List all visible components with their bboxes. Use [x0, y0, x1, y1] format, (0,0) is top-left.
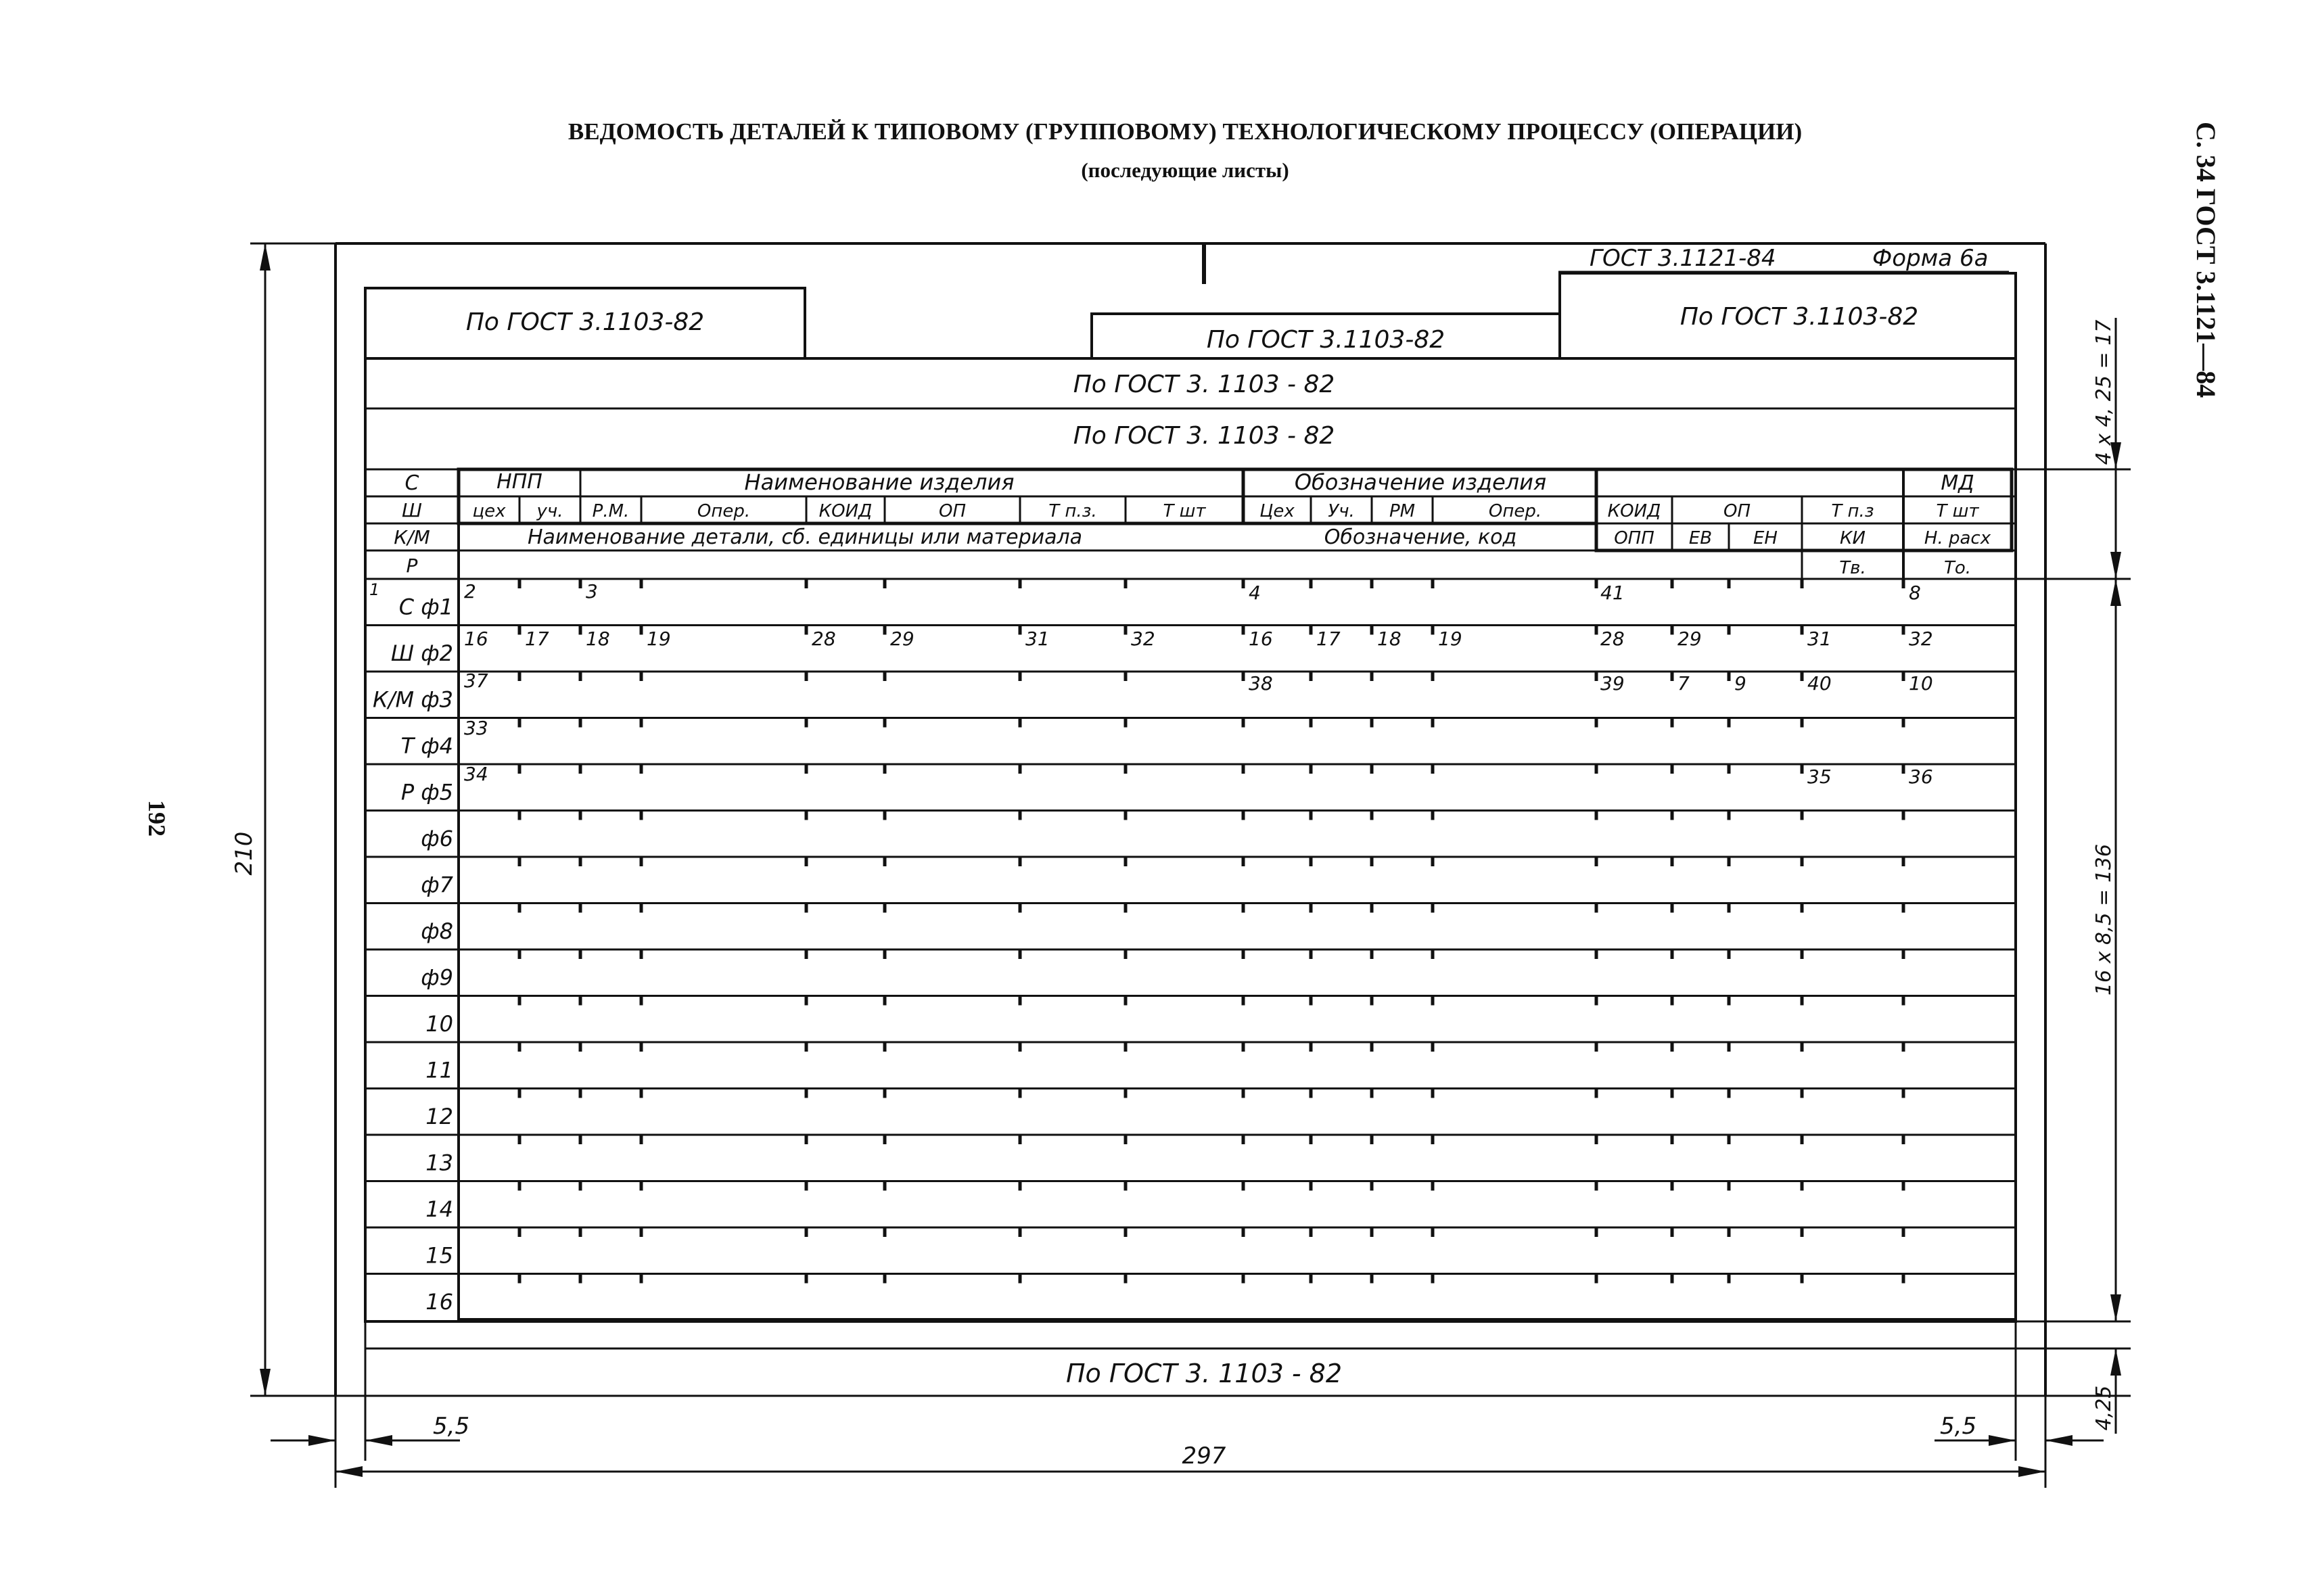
- field-num: 16: [464, 628, 488, 650]
- arrow-up-icon: [2110, 1348, 2121, 1376]
- row-label: К/М ф3: [373, 686, 453, 713]
- row-label: 16: [425, 1289, 453, 1315]
- field-num: 41: [1600, 582, 1625, 604]
- hdr-tsht-2: Т шт: [1936, 501, 1979, 521]
- field-num: 31: [1025, 628, 1050, 650]
- arrow-up-icon: [2110, 579, 2121, 606]
- field-num: 17: [1316, 628, 1341, 650]
- dimension-width: [271, 1396, 2104, 1488]
- field-num: 37: [464, 670, 488, 692]
- arrow-left-icon: [365, 1435, 392, 1446]
- field-num: 33: [464, 717, 488, 739]
- hdr-tseh-2: Цех: [1259, 501, 1295, 521]
- ref-row-1: По ГОСТ 3. 1103 - 82: [1073, 371, 1335, 398]
- hdr-tsht: Т шт: [1163, 501, 1206, 521]
- margin-right-value: 5,5: [1940, 1413, 1977, 1440]
- hdr-opp: ОПП: [1614, 528, 1654, 548]
- page-title: ВЕДОМОСТЬ ДЕТАЛЕЙ К ТИПОВОМУ (ГРУППОВОМУ) ТЕХНОЛОГИЧЕСКОМУ ПРОЦЕССУ (ОПЕРАЦИИ): [568, 118, 1803, 145]
- hdr-npp: НПП: [496, 470, 542, 494]
- hdr-n-rash: Н. расх: [1924, 528, 1991, 548]
- field-num: 35: [1807, 766, 1832, 788]
- row-label: С ф1: [398, 594, 453, 620]
- row-label: 13: [425, 1150, 453, 1176]
- field-num: 17: [525, 628, 549, 650]
- row-label: 15: [425, 1242, 453, 1269]
- hdr-rm: Р.М.: [592, 501, 630, 521]
- hdr-en: ЕН: [1753, 528, 1778, 548]
- hdr-tpz-2: Т п.з: [1831, 501, 1874, 521]
- arrow-down-icon: [2110, 552, 2121, 579]
- arrow-left-icon: [335, 1466, 363, 1477]
- hdr-product-designation: Обозначение изделия: [1294, 469, 1547, 495]
- field-num: 18: [586, 628, 610, 650]
- hdr-ev: ЕВ: [1688, 528, 1713, 548]
- margin-left-value: 5,5: [433, 1413, 470, 1440]
- field-numbers: [464, 580, 1933, 788]
- hdr-op: ОП: [938, 501, 967, 521]
- field-num: 32: [1909, 628, 1933, 650]
- arrow-down-icon: [2110, 1294, 2121, 1321]
- hdr-ki: КИ: [1840, 528, 1866, 548]
- form-standard: ГОСТ 3.1121-84: [1590, 245, 1776, 272]
- arrow-right-icon: [308, 1435, 335, 1446]
- hdr-sh: Ш: [402, 499, 422, 521]
- hdr-oper: Опер.: [697, 501, 751, 521]
- row-label: 10: [425, 1011, 453, 1037]
- row-label: 14: [425, 1196, 453, 1222]
- row-label: ф8: [421, 918, 453, 944]
- width-value: 297: [1182, 1442, 1226, 1470]
- row-label: Р ф5: [400, 779, 453, 805]
- footer-ref: По ГОСТ 3. 1103 - 82: [1065, 1359, 1343, 1388]
- field-num: 18: [1377, 628, 1402, 650]
- arrow-down-icon: [260, 1369, 271, 1396]
- hdr-op-2: ОП: [1723, 501, 1751, 521]
- stamp-right-text: По ГОСТ 3.1103-82: [1680, 303, 1919, 331]
- row-label: Ш ф2: [390, 640, 453, 666]
- hdr-uch-2: Уч.: [1328, 501, 1355, 521]
- field-num: 28: [812, 628, 836, 650]
- hdr-oper-2: Опер.: [1488, 501, 1542, 521]
- stamp-left-text: По ГОСТ 3.1103-82: [465, 308, 705, 336]
- row-label: ф6: [421, 826, 453, 851]
- field-num: 40: [1807, 672, 1832, 695]
- dimension-height: [231, 243, 335, 1396]
- table-body: [365, 579, 2016, 1320]
- ref-row-2: По ГОСТ 3. 1103 - 82: [1073, 422, 1335, 450]
- header-rows-value: 4 х 4, 25 = 17: [2092, 319, 2116, 465]
- hdr-rm-2: РМ: [1389, 501, 1416, 521]
- field-num: 19: [647, 628, 671, 650]
- field-num: 29: [890, 628, 914, 650]
- field-num: 4: [1249, 582, 1261, 604]
- arrow-right-icon: [2018, 1466, 2045, 1477]
- row-label: 12: [425, 1104, 453, 1129]
- field-num: 10: [1909, 672, 1933, 695]
- page-subtitle: (последующие листы): [1081, 158, 1289, 182]
- field-num: 3: [586, 580, 598, 603]
- hdr-koid: КОИД: [818, 501, 873, 521]
- hdr-uch: уч.: [536, 501, 563, 521]
- hdr-c: С: [404, 471, 419, 495]
- field-num: 39: [1600, 672, 1625, 695]
- field-num: 9: [1734, 672, 1746, 695]
- hdr-to: То.: [1943, 558, 1972, 578]
- hdr-md: МД: [1941, 471, 1974, 495]
- row-number: 1: [369, 580, 380, 599]
- row-label: ф9: [421, 964, 453, 991]
- hdr-km: К/М: [394, 526, 430, 548]
- hdr-product-name: Наименование изделия: [744, 469, 1015, 495]
- hdr-code: Обозначение, код: [1324, 525, 1517, 549]
- side-header: С. 34 ГОСТ 3.1121—84: [2191, 122, 2221, 398]
- table-header: [365, 469, 2016, 1321]
- field-num: 16: [1249, 628, 1273, 650]
- arrow-right-icon: [1989, 1435, 2016, 1446]
- hdr-tseh: цех: [472, 501, 506, 521]
- hdr-koid-2: КОИД: [1607, 501, 1661, 521]
- arrow-up-icon: [260, 243, 271, 271]
- row-label: 11: [425, 1057, 453, 1083]
- field-num: 38: [1249, 672, 1273, 695]
- field-num: 7: [1677, 672, 1690, 695]
- field-num: 2: [464, 580, 476, 603]
- dimension-right-side: [2016, 318, 2131, 1434]
- hdr-tpz: Т п.з.: [1048, 501, 1097, 521]
- page-number: 192: [143, 800, 170, 837]
- arrow-left-icon: [2045, 1435, 2072, 1446]
- hdr-detail-name: Наименование детали, сб. единицы или материала: [527, 525, 1083, 549]
- field-num: 19: [1438, 628, 1462, 650]
- row-label: ф7: [421, 872, 453, 898]
- field-num: 31: [1807, 628, 1832, 650]
- field-num: 28: [1600, 628, 1625, 650]
- form-name: Форма 6а: [1872, 245, 1989, 272]
- hdr-r: Р: [406, 555, 418, 577]
- height-value: 210: [231, 831, 258, 876]
- field-num: 36: [1909, 766, 1933, 788]
- field-num: 34: [464, 763, 488, 785]
- field-num: 32: [1131, 628, 1155, 650]
- footer-value: 4,25: [2092, 1385, 2116, 1431]
- field-num: 29: [1677, 628, 1702, 650]
- stamp-center-text: По ГОСТ 3.1103-82: [1206, 326, 1445, 354]
- body-rows-value: 16 х 8,5 = 136: [2092, 843, 2116, 996]
- hdr-tv: Тв.: [1839, 558, 1866, 578]
- row-label: Т ф4: [400, 733, 453, 759]
- field-num: 8: [1909, 582, 1921, 604]
